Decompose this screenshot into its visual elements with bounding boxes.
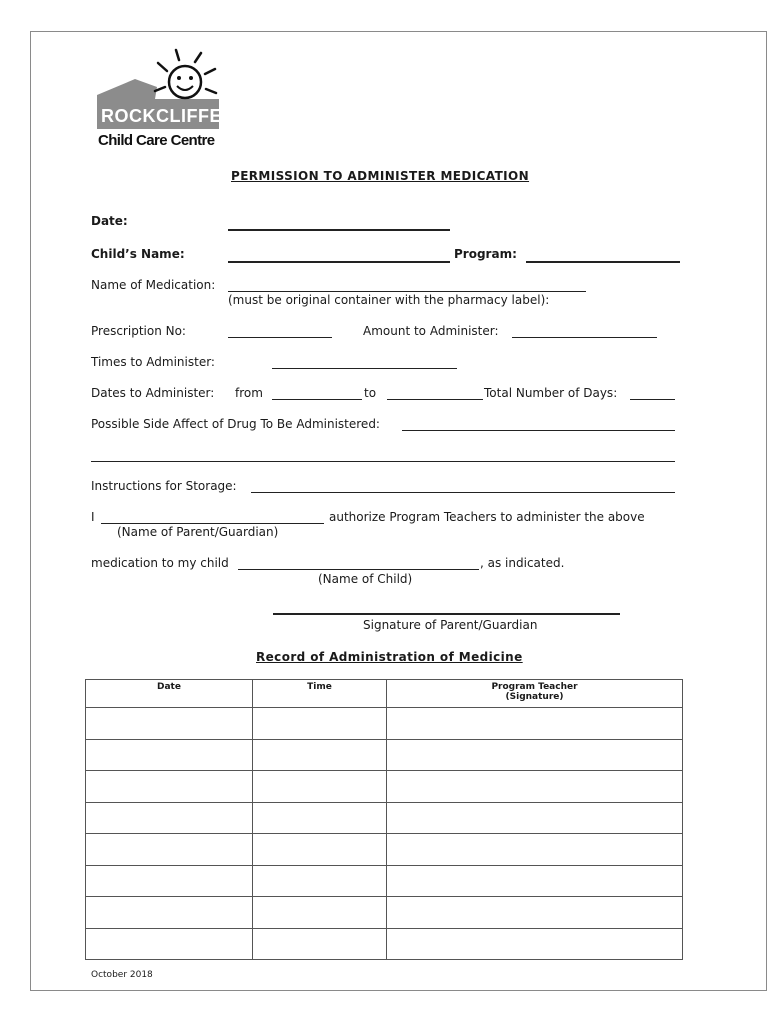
dates-label: Dates to Administer:: [91, 386, 215, 400]
total-days-label: Total Number of Days:: [484, 386, 618, 400]
to-date-line[interactable]: [387, 399, 483, 400]
signature-caption: Signature of Parent/Guardian: [363, 618, 538, 632]
table-row: [86, 834, 683, 866]
parent-name-line[interactable]: [101, 523, 324, 524]
amount-label: Amount to Administer:: [363, 324, 499, 338]
from-label: from: [235, 386, 263, 400]
program-line[interactable]: [526, 261, 680, 263]
time-cell[interactable]: [253, 897, 387, 929]
table-row: [86, 771, 683, 803]
signature-cell[interactable]: [387, 834, 683, 866]
date-cell[interactable]: [86, 865, 253, 897]
medication-line[interactable]: [228, 291, 586, 292]
side-effect-line-2[interactable]: [91, 461, 675, 462]
child-name-label: Child’s Name:: [91, 247, 185, 261]
date-cell[interactable]: [86, 897, 253, 929]
signature-cell[interactable]: [387, 708, 683, 740]
table-row: [86, 928, 683, 960]
child-name-caption: (Name of Child): [318, 572, 413, 586]
time-cell[interactable]: [253, 771, 387, 803]
date-cell[interactable]: [86, 802, 253, 834]
storage-line[interactable]: [251, 492, 675, 493]
times-label: Times to Administer:: [91, 355, 215, 369]
column-header-date: Date: [86, 680, 253, 708]
time-cell[interactable]: [253, 834, 387, 866]
signature-cell[interactable]: [387, 739, 683, 771]
table-row: [86, 897, 683, 929]
signature-line[interactable]: [273, 613, 620, 615]
child-name-line[interactable]: [228, 261, 450, 263]
form-page: [30, 31, 767, 991]
table-row: [86, 865, 683, 897]
child-name-sign-line[interactable]: [238, 569, 479, 570]
parent-name-caption: (Name of Parent/Guardian): [117, 525, 279, 539]
record-title: Record of Administration of Medicine: [256, 650, 523, 664]
date-cell[interactable]: [86, 928, 253, 960]
signature-cell[interactable]: [387, 865, 683, 897]
signature-cell[interactable]: [387, 897, 683, 929]
time-cell[interactable]: [253, 928, 387, 960]
times-line[interactable]: [272, 368, 457, 369]
amount-line[interactable]: [512, 337, 657, 338]
total-days-line[interactable]: [630, 399, 675, 400]
column-header-time: Time: [253, 680, 387, 708]
side-effect-label: Possible Side Affect of Drug To Be Administered:: [91, 417, 380, 431]
administration-record-table: [85, 679, 683, 960]
time-cell[interactable]: [253, 708, 387, 740]
medication-note: (must be original container with the pharmacy label):: [228, 293, 550, 307]
date-cell[interactable]: [86, 834, 253, 866]
medication-label: Name of Medication:: [91, 278, 216, 292]
table-row: [86, 802, 683, 834]
prescription-label: Prescription No:: [91, 324, 186, 338]
logo-subtitle-text: Child Care Centre: [98, 132, 215, 149]
medication-to-child-text: medication to my child: [91, 556, 229, 570]
time-cell[interactable]: [253, 802, 387, 834]
signature-cell[interactable]: [387, 928, 683, 960]
date-cell[interactable]: [86, 771, 253, 803]
i-label: I: [91, 510, 95, 524]
time-cell[interactable]: [253, 865, 387, 897]
prescription-line[interactable]: [228, 337, 332, 338]
authorize-text: authorize Program Teachers to administer the above: [329, 510, 645, 524]
form-title: PERMISSION TO ADMINISTER MEDICATION: [231, 169, 530, 183]
side-effect-line[interactable]: [402, 430, 675, 431]
date-label: Date:: [91, 214, 128, 228]
table-row: [86, 708, 683, 740]
footer-date: October 2018: [91, 970, 153, 980]
column-header-teacher-signature: Program Teacher (Signature): [387, 680, 683, 708]
time-cell[interactable]: [253, 739, 387, 771]
logo-rockcliffe-text: ROCKCLIFFE: [101, 106, 222, 126]
as-indicated-text: , as indicated.: [480, 556, 565, 570]
rockcliffe-logo: [97, 47, 247, 172]
date-cell[interactable]: [86, 708, 253, 740]
from-date-line[interactable]: [272, 399, 362, 400]
table-header-row: [86, 680, 683, 708]
date-cell[interactable]: [86, 739, 253, 771]
table-row: [86, 739, 683, 771]
to-label: to: [364, 386, 377, 400]
date-line[interactable]: [228, 229, 450, 231]
signature-cell[interactable]: [387, 771, 683, 803]
storage-label: Instructions for Storage:: [91, 479, 237, 493]
program-label: Program:: [454, 247, 517, 261]
signature-cell[interactable]: [387, 802, 683, 834]
